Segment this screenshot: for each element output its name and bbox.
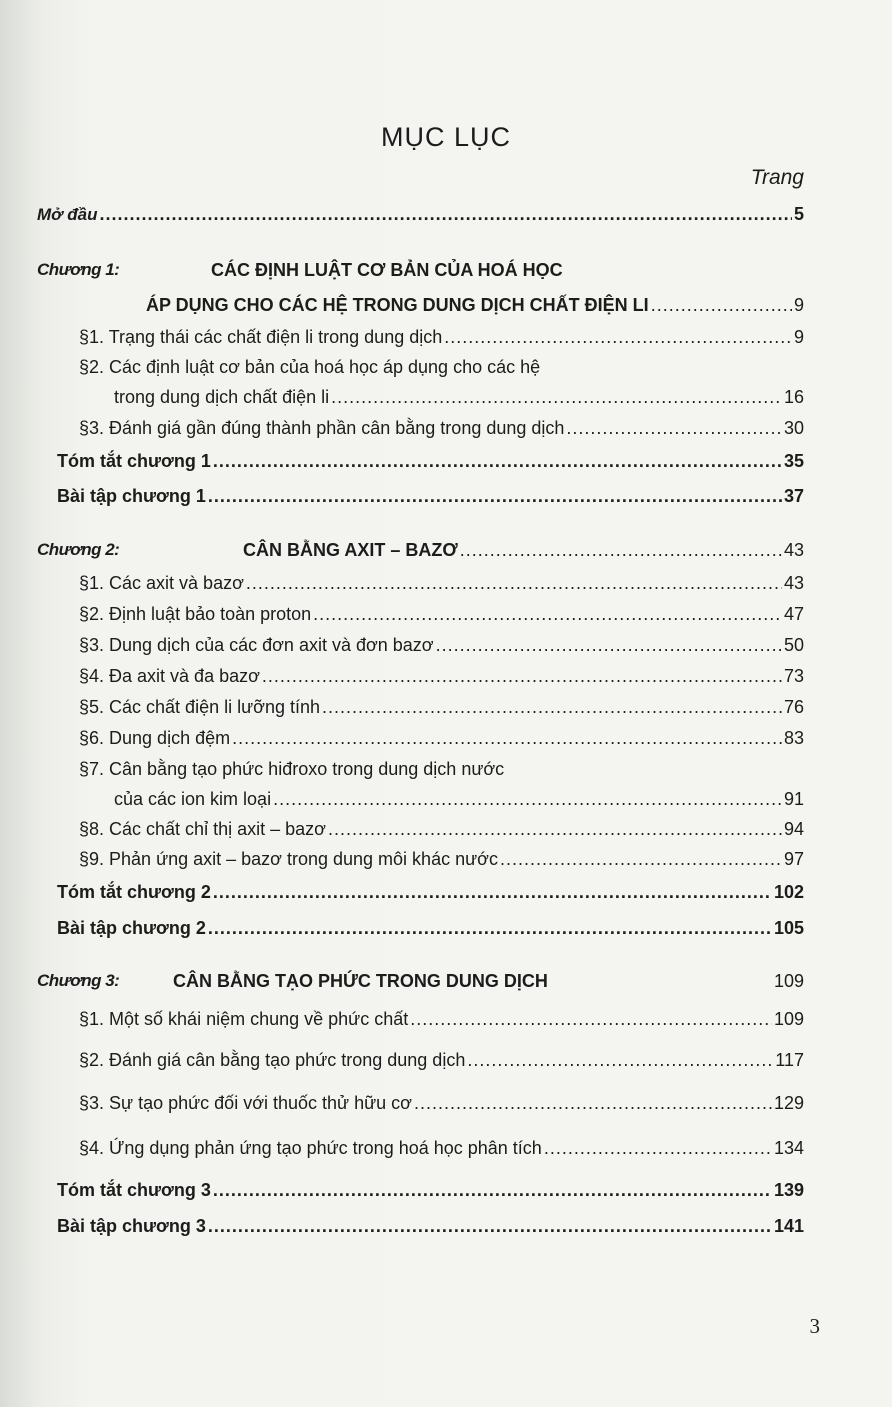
toc-entry[interactable] (0, 1047, 892, 1073)
dot-leader (213, 879, 772, 905)
toc-entry-summary[interactable] (0, 448, 892, 474)
toc-page-number: 102 (773, 882, 804, 902)
chapter-1-heading-line2[interactable] (0, 292, 892, 318)
dot-leader (566, 415, 782, 441)
toc-page-number: 16 (783, 387, 804, 407)
toc-page-number: 109 (773, 1009, 804, 1029)
dot-leader (444, 324, 792, 350)
toc-entry-label: §3. Dung dịch của các đơn axit và đơn bazơ (79, 635, 434, 655)
toc-entry-label: §3. Đánh giá gần đúng thành phần cân bằng trong dung dịch (79, 418, 565, 438)
toc-page-number: 141 (773, 1216, 804, 1236)
toc-entry-label: §4. Đa axit và đa bazơ (79, 666, 260, 686)
dot-leader (208, 483, 782, 509)
toc-entry[interactable] (0, 1090, 892, 1116)
toc-page-number: 9 (793, 295, 804, 315)
toc-entry[interactable] (0, 415, 892, 441)
toc-page-number: 43 (783, 573, 804, 593)
toc-entry-label: §1. Trạng thái các chất điện li trong dung dịch (79, 327, 443, 347)
dot-leader (651, 292, 792, 318)
toc-entry[interactable] (0, 663, 892, 689)
toc-page-number: 43 (783, 540, 804, 560)
dot-leader (262, 663, 782, 689)
chapter-title: CÁC ĐỊNH LUẬT CƠ BẢN CỦA HOÁ HỌC (211, 260, 563, 280)
dot-leader (100, 201, 792, 227)
toc-entry[interactable] (0, 694, 892, 720)
page-title: MỤC LỤC (380, 122, 511, 152)
toc-page-number: 37 (783, 486, 804, 506)
toc-entry-intro[interactable] (0, 201, 892, 227)
toc-page-number: 35 (783, 451, 804, 471)
dot-leader (213, 448, 782, 474)
toc-page-number: 94 (783, 819, 804, 839)
toc-entry[interactable] (0, 816, 892, 842)
toc-entry[interactable] (0, 354, 892, 380)
toc-page-number: 76 (783, 697, 804, 717)
toc-page-number: 50 (783, 635, 804, 655)
dot-leader (246, 570, 782, 596)
toc-entry-label: §6. Dung dịch đệm (79, 728, 231, 748)
chapter-3-heading[interactable] (0, 968, 892, 994)
toc-entry-label: §5. Các chất điện li lưỡng tính (79, 697, 320, 717)
dot-leader (322, 694, 782, 720)
toc-entry-label: Tóm tắt chương 2 (57, 882, 211, 902)
toc-entry[interactable] (0, 1135, 892, 1161)
toc-entry[interactable] (0, 601, 892, 627)
dot-leader (460, 537, 782, 563)
dot-leader (436, 632, 782, 658)
toc-entry-label: §9. Phản ứng axit – bazơ trong dung môi khác nước (79, 849, 498, 869)
toc-entry-label: §1. Các axit và bazơ (79, 573, 244, 593)
toc-page-number: 5 (793, 204, 804, 224)
chapter-title: ÁP DỤNG CHO CÁC HỆ TRONG DUNG DỊCH CHẤT ĐIỆN LI (146, 295, 649, 315)
toc-entry-label: §8. Các chất chỉ thị axit – bazơ (79, 819, 326, 839)
toc-entry-label: Bài tập chương 3 (57, 1216, 206, 1236)
dot-leader (313, 601, 782, 627)
toc-entry-summary[interactable] (0, 879, 892, 905)
toc-page-number: 9 (793, 327, 804, 347)
dot-leader (500, 846, 782, 872)
toc-entry-exercises[interactable] (0, 915, 892, 941)
toc-entry-label: §7. Cân bằng tạo phức hiđroxo trong dung dịch nước (79, 759, 505, 779)
page-column-label: Trang (750, 166, 804, 189)
toc-entry-continuation[interactable] (0, 786, 892, 812)
chapter-2-heading[interactable] (0, 537, 892, 563)
page-number: 3 (809, 1314, 820, 1338)
toc-entry-label: Tóm tắt chương 1 (57, 451, 211, 471)
toc-entry[interactable] (0, 756, 892, 782)
toc-page-number: 73 (783, 666, 804, 686)
toc-page-number: 47 (783, 604, 804, 624)
toc-entry-label: §1. Một số khái niệm chung về phức chất (79, 1009, 409, 1029)
dot-leader (544, 1135, 772, 1161)
dot-leader (213, 1177, 772, 1203)
toc-page-number: 139 (773, 1180, 804, 1200)
toc-entry[interactable] (0, 632, 892, 658)
toc-page-number: 91 (783, 789, 804, 809)
toc-entry[interactable] (0, 846, 892, 872)
dot-leader (467, 1047, 773, 1073)
dot-leader (410, 1006, 772, 1032)
toc-entry-label: §2. Các định luật cơ bản của hoá học áp dụng cho các hệ (79, 357, 541, 377)
toc-entry[interactable] (0, 324, 892, 350)
chapter-label: Chương 3: (37, 971, 120, 990)
chapter-label: Chương 2: (37, 540, 120, 559)
toc-page-number: 97 (783, 849, 804, 869)
toc-entry-label: §3. Sự tạo phức đối với thuốc thử hữu cơ (79, 1093, 412, 1113)
toc-entry[interactable] (0, 725, 892, 751)
toc-entry[interactable] (0, 570, 892, 596)
chapter-label: Chương 1: (37, 260, 120, 279)
toc-entry-label: trong dung dịch chất điện li (114, 387, 330, 407)
dot-leader (208, 915, 772, 941)
toc-entry-label: Tóm tắt chương 3 (57, 1180, 211, 1200)
chapter-title: CÂN BẰNG AXIT – BAZƠ (243, 540, 458, 560)
toc-page-number: 117 (775, 1050, 804, 1070)
toc-entry-exercises[interactable] (0, 1213, 892, 1239)
dot-leader (232, 725, 782, 751)
toc-entry-label: của các ion kim loại (114, 789, 272, 809)
chapter-title: CÂN BẰNG TẠO PHỨC TRONG DUNG DỊCH (173, 971, 548, 991)
chapter-1-heading[interactable] (0, 257, 892, 283)
toc-entry-label: Mở đầu (37, 205, 98, 224)
toc-page-number: 105 (773, 918, 804, 938)
dot-leader (273, 786, 782, 812)
toc-entry-label: Bài tập chương 2 (57, 918, 206, 938)
toc-entry-label: §2. Định luật bảo toàn proton (79, 604, 312, 624)
dot-leader (414, 1090, 772, 1116)
dot-leader (331, 384, 782, 410)
toc-entry-label: §4. Ứng dụng phản ứng tạo phức trong hoá học phân tích (79, 1138, 542, 1158)
toc-entry[interactable] (0, 1006, 892, 1032)
toc-page-number: 129 (773, 1093, 804, 1113)
toc-entry-label: Bài tập chương 1 (57, 486, 206, 506)
toc-page-number: 134 (773, 1138, 804, 1158)
toc-page-number: 30 (783, 418, 804, 438)
toc-entry-label: §2. Đánh giá cân bằng tạo phức trong dung dịch (79, 1050, 466, 1070)
toc-entry-exercises[interactable] (0, 483, 892, 509)
dot-leader (208, 1213, 772, 1239)
toc-page-number: 83 (783, 728, 804, 748)
toc-entry-continuation[interactable] (0, 384, 892, 410)
toc-entry-summary[interactable] (0, 1177, 892, 1203)
dot-leader (328, 816, 782, 842)
toc-page-number: 109 (773, 971, 804, 991)
